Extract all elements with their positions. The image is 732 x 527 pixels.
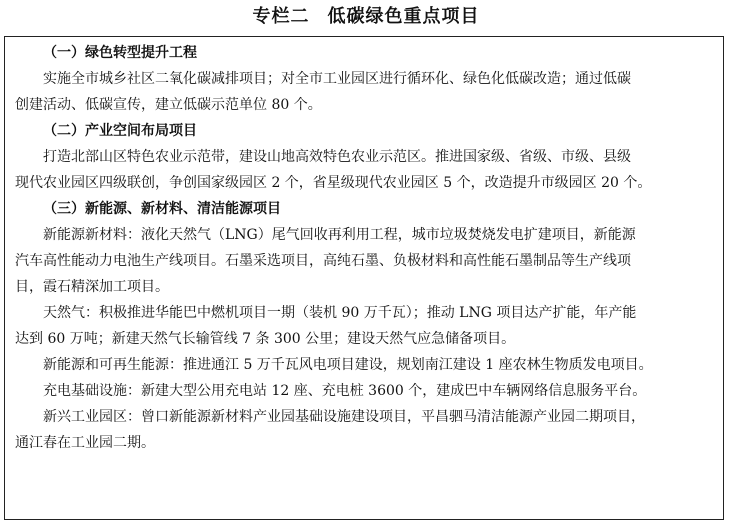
page-title — [0, 2, 732, 32]
paragraph-line: 新能源新材料：液化天然气（LNG）尾气回收再利用工程，城市垃圾焚烧发电扩建项目，新能源 — [43, 227, 636, 243]
paragraph-line: 目，霞石精深加工项目。 — [15, 279, 169, 295]
paragraph-line: 充电基础设施：新建大型公用充电站 12 座、充电桩 3600 个，建成巴中车辆网络信息服务平台。 — [43, 383, 647, 399]
paragraph-line: 实施全市城乡社区二氧化碳减排项目；对全市工业园区进行循环化、绿色化低碳改造；通过低碳 — [43, 71, 631, 87]
section-heading-green-transformation: （一）绿色转型提升工程 — [43, 45, 197, 61]
paragraph-line: 通江春在工业园二期。 — [15, 435, 155, 451]
title-main: 低碳绿色重点项目 — [327, 6, 480, 27]
paragraph-line: 打造北部山区特色农业示范带，建设山地高效特色农业示范区。推进国家级、省级、市级、县级 — [43, 149, 631, 165]
paragraph-line: 现代农业园区四级联创，争创国家级园区 2 个，省星级现代农业园区 5 个，改造提升市级园区 20 个。 — [15, 175, 652, 191]
paragraph-line: 新兴工业园区：曾口新能源新材料产业园基础设施建设项目，平昌驷马清洁能源产业园二期项目， — [43, 409, 645, 425]
section-heading-new-energy: （三）新能源、新材料、清洁能源项目 — [43, 201, 281, 217]
paragraph-line: 天然气：积极推进华能巴中燃机项目一期（装机 90 万千瓦）；推动 LNG 项目达产扩能，年产能 — [43, 305, 637, 321]
content-box — [4, 36, 724, 520]
title-prefix: 专栏二 — [252, 6, 310, 27]
section-heading-industry-layout: （二）产业空间布局项目 — [43, 123, 197, 139]
paragraph-line: 汽车高性能动力电池生产线项目。石墨采选项目，高纯石墨、负极材料和高性能石墨制品等生产线项 — [15, 253, 631, 269]
paragraph-line: 创建活动、低碳宣传，建立低碳示范单位 80 个。 — [15, 97, 322, 113]
paragraph-line: 达到 60 万吨；新建天然气长输管线 7 条 300 公里；建设天然气应急储备项目。 — [15, 331, 516, 347]
paragraph-line: 新能源和可再生能源：推进通江 5 万千瓦风电项目建设，规划南江建设 1 座农林生物质发电项目。 — [43, 357, 653, 373]
